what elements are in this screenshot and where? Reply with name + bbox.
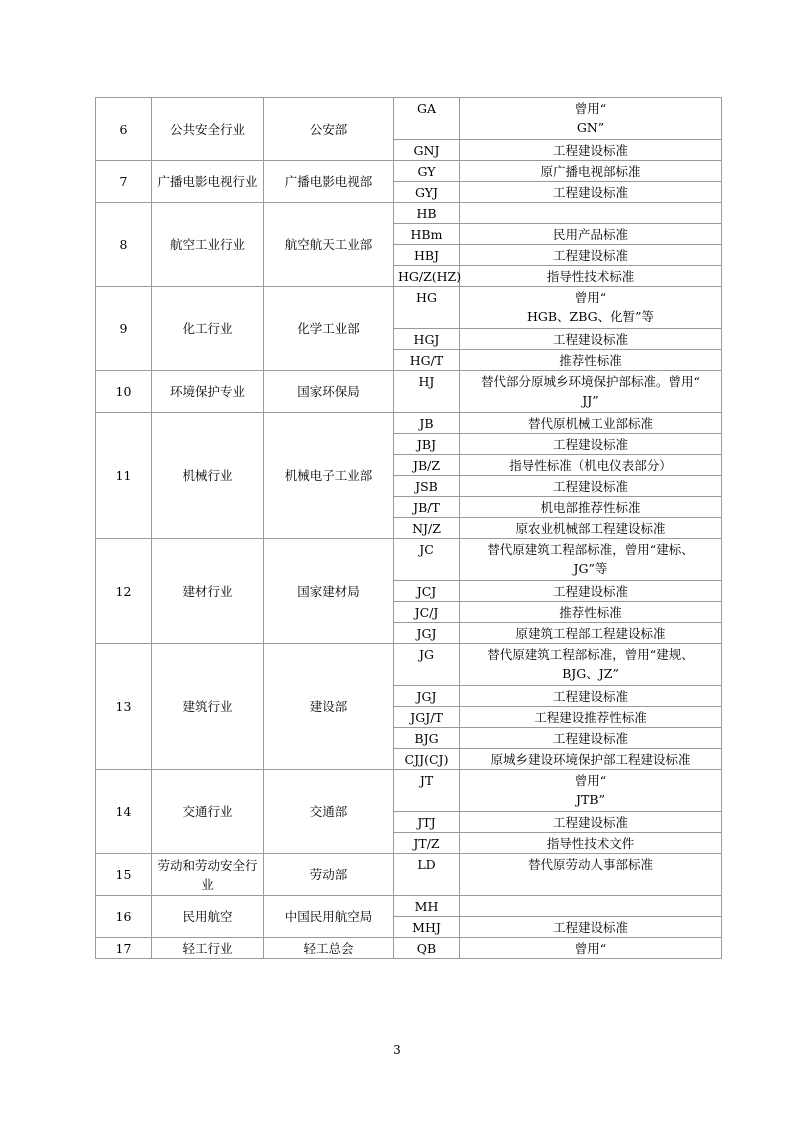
code-cell: MHJ xyxy=(394,917,460,938)
code-cell: CJJ(CJ) xyxy=(394,749,460,770)
department-cell: 国家建材局 xyxy=(264,539,394,644)
department-cell: 中国民用航空局 xyxy=(264,896,394,938)
remark-cell: 原城乡建设环境保护部工程建设标准 xyxy=(460,749,722,770)
code-cell: JT xyxy=(394,770,460,812)
department-cell: 化学工业部 xyxy=(264,287,394,371)
code-cell: JB xyxy=(394,413,460,434)
code-cell: HG/Z(HZ) xyxy=(394,266,460,287)
code-cell: JGJ xyxy=(394,686,460,707)
code-cell: HB xyxy=(394,203,460,224)
code-cell: JTJ xyxy=(394,812,460,833)
department-cell: 机械电子工业部 xyxy=(264,413,394,539)
department-cell: 交通部 xyxy=(264,770,394,854)
table-row xyxy=(96,98,722,140)
serial-number-cell: 8 xyxy=(96,203,152,287)
department-cell: 航空航天工业部 xyxy=(264,203,394,287)
remark-cell: 工程建设标准 xyxy=(460,182,722,203)
remark-cell: 工程建设标准 xyxy=(460,686,722,707)
serial-number-cell: 11 xyxy=(96,413,152,539)
code-cell: HBJ xyxy=(394,245,460,266)
remark-cell: 推荐性标准 xyxy=(460,602,722,623)
remark-cell: 工程建设标准 xyxy=(460,812,722,833)
code-cell: GA xyxy=(394,98,460,140)
code-cell: JT/Z xyxy=(394,833,460,854)
remark-cell: 工程建设标准 xyxy=(460,245,722,266)
remark-cell: 替代原建筑工程部标准，曾用“建规、 BJG、JZ” xyxy=(460,644,722,686)
code-cell: QB xyxy=(394,938,460,959)
table-row xyxy=(96,644,722,686)
serial-number-cell: 16 xyxy=(96,896,152,938)
code-cell: LD xyxy=(394,854,460,896)
table-row xyxy=(96,539,722,581)
page-number: 3 xyxy=(393,1043,401,1057)
remark-cell: 替代部分原城乡环境保护部标准。曾用“ JJ” xyxy=(460,371,722,413)
department-cell: 公安部 xyxy=(264,98,394,161)
serial-number-cell: 10 xyxy=(96,371,152,413)
remark-cell xyxy=(460,896,722,917)
remark-cell: 原农业机械部工程建设标准 xyxy=(460,518,722,539)
remark-cell: 工程建设推荐性标准 xyxy=(460,707,722,728)
remark-cell: 替代原劳动人事部标准 xyxy=(460,854,722,896)
industry-cell: 航空工业行业 xyxy=(152,203,264,287)
code-cell: JGJ xyxy=(394,623,460,644)
remark-cell xyxy=(460,203,722,224)
remark-cell: 指导性标准（机电仪表部分） xyxy=(460,455,722,476)
table-row xyxy=(96,413,722,434)
remark-cell: 原建筑工程部工程建设标准 xyxy=(460,623,722,644)
department-cell: 广播电影电视部 xyxy=(264,161,394,203)
serial-number-cell: 6 xyxy=(96,98,152,161)
code-cell: GYJ xyxy=(394,182,460,203)
code-cell: HJ xyxy=(394,371,460,413)
code-cell: NJ/Z xyxy=(394,518,460,539)
industry-cell: 建材行业 xyxy=(152,539,264,644)
table-row xyxy=(96,938,722,959)
code-cell: JB/T xyxy=(394,497,460,518)
code-cell: JGJ/T xyxy=(394,707,460,728)
department-cell: 国家环保局 xyxy=(264,371,394,413)
serial-number-cell: 12 xyxy=(96,539,152,644)
remark-cell: 机电部推荐性标准 xyxy=(460,497,722,518)
code-cell: GY xyxy=(394,161,460,182)
industry-cell: 广播电影电视行业 xyxy=(152,161,264,203)
code-cell: JB/Z xyxy=(394,455,460,476)
remark-cell: 指导性技术文件 xyxy=(460,833,722,854)
department-cell: 轻工总会 xyxy=(264,938,394,959)
table-row xyxy=(96,287,722,329)
remark-cell: 原广播电视部标准 xyxy=(460,161,722,182)
remark-cell: 工程建设标准 xyxy=(460,434,722,455)
code-cell: JCJ xyxy=(394,581,460,602)
remark-cell: 推荐性标准 xyxy=(460,350,722,371)
code-cell: GNJ xyxy=(394,140,460,161)
industry-cell: 化工行业 xyxy=(152,287,264,371)
industry-cell: 环境保护专业 xyxy=(152,371,264,413)
industry-cell: 民用航空 xyxy=(152,896,264,938)
code-cell: MH xyxy=(394,896,460,917)
table-row xyxy=(96,371,722,413)
remark-cell: 曾用“ JTB” xyxy=(460,770,722,812)
table-row xyxy=(96,896,722,917)
serial-number-cell: 13 xyxy=(96,644,152,770)
industry-cell: 交通行业 xyxy=(152,770,264,854)
remark-cell: 指导性技术标准 xyxy=(460,266,722,287)
table-row xyxy=(96,854,722,896)
remark-cell: 替代原机械工业部标准 xyxy=(460,413,722,434)
remark-cell: 民用产品标准 xyxy=(460,224,722,245)
remark-cell: 工程建设标准 xyxy=(460,140,722,161)
remark-cell: 曾用“ GN” xyxy=(460,98,722,140)
standards-code-table xyxy=(95,97,722,959)
code-cell: JBJ xyxy=(394,434,460,455)
serial-number-cell: 14 xyxy=(96,770,152,854)
industry-cell: 建筑行业 xyxy=(152,644,264,770)
remark-cell: 替代原建筑工程部标准，曾用“建标、 JG”等 xyxy=(460,539,722,581)
code-cell: HGJ xyxy=(394,329,460,350)
code-cell: HG xyxy=(394,287,460,329)
code-cell: JC xyxy=(394,539,460,581)
remark-cell: 工程建设标准 xyxy=(460,581,722,602)
code-cell: JC/J xyxy=(394,602,460,623)
industry-cell: 机械行业 xyxy=(152,413,264,539)
remark-cell: 曾用“ HGB、ZBG、化暂”等 xyxy=(460,287,722,329)
remark-cell: 曾用“ xyxy=(460,938,722,959)
code-cell: JG xyxy=(394,644,460,686)
remark-cell: 工程建设标准 xyxy=(460,329,722,350)
serial-number-cell: 7 xyxy=(96,161,152,203)
remark-cell: 工程建设标准 xyxy=(460,917,722,938)
table-row xyxy=(96,161,722,182)
industry-cell: 劳动和劳动安全行 业 xyxy=(152,854,264,896)
serial-number-cell: 17 xyxy=(96,938,152,959)
remark-cell: 工程建设标准 xyxy=(460,476,722,497)
department-cell: 劳动部 xyxy=(264,854,394,896)
code-cell: BJG xyxy=(394,728,460,749)
industry-cell: 公共安全行业 xyxy=(152,98,264,161)
code-cell: HG/T xyxy=(394,350,460,371)
code-cell: HBm xyxy=(394,224,460,245)
remark-cell: 工程建设标准 xyxy=(460,728,722,749)
table-body xyxy=(96,98,722,959)
code-cell: JSB xyxy=(394,476,460,497)
industry-cell: 轻工行业 xyxy=(152,938,264,959)
table-row xyxy=(96,203,722,224)
department-cell: 建设部 xyxy=(264,644,394,770)
serial-number-cell: 9 xyxy=(96,287,152,371)
serial-number-cell: 15 xyxy=(96,854,152,896)
table-row xyxy=(96,770,722,812)
